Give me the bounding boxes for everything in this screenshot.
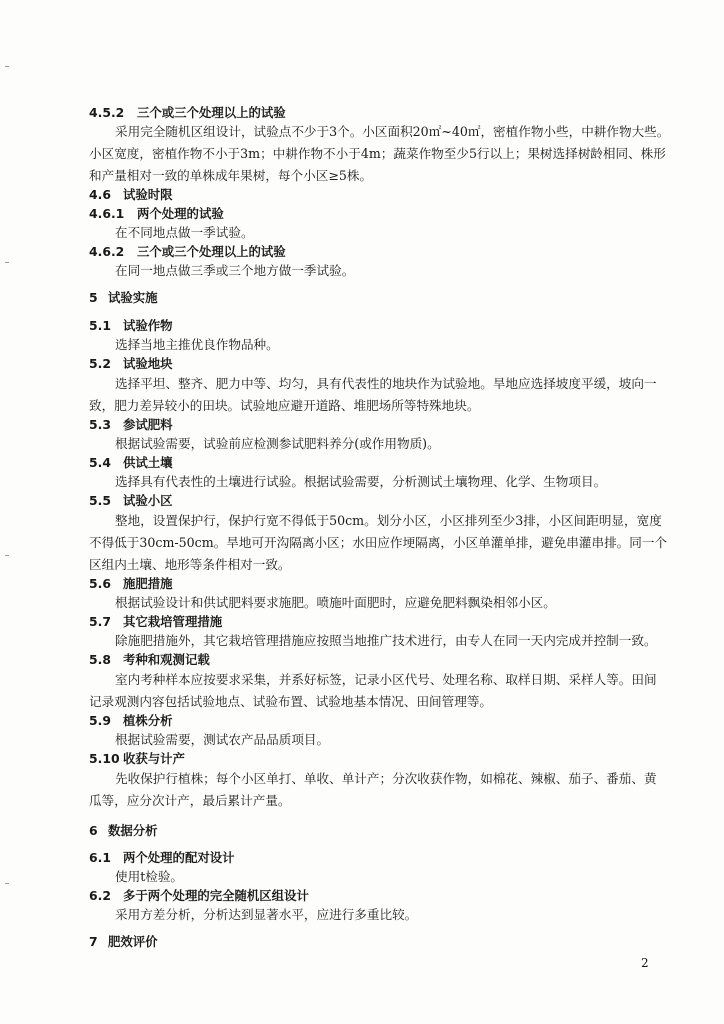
section-heading: 5.2 试验地块 (89, 356, 173, 371)
section-heading: 6.2 多于两个处理的完全随机区组设计 (89, 888, 309, 903)
chapter-heading: 6 数据分析 (89, 823, 158, 838)
paragraph-line: 根据试验设计和供试肥料要求施肥。喷施叶面肥时，应避免肥料飘染相邻小区。 (115, 595, 556, 610)
scan-mark (5, 66, 9, 67)
paragraph-line: 使用t检验。 (115, 869, 184, 884)
paragraph-line: 采用完全随机区组设计，试验点不少于3个。小区面积20㎡~40㎡，密植作物小些，中耕作物大些。 (115, 124, 670, 139)
paragraph-line: 根据试验需要，试验前应检测参试肥料养分(或作用物质)。 (115, 436, 440, 451)
section-heading: 6.1 两个处理的配对设计 (89, 850, 235, 865)
paragraph-line: 除施肥措施外，其它栽培管理措施应按照当地推广技术进行，由专人在同一天内完成并控制一致。 (115, 633, 657, 648)
subsection-heading: 4.6.1 两个处理的试验 (89, 206, 224, 221)
paragraph-line: 和产量相对一致的单株成年果树，每个小区≥5株。 (89, 168, 373, 183)
paragraph-line: 整地，设置保护行，保护行宽不得低于50cm。划分小区，小区排列至少3排，小区间距明显，宽度 (115, 513, 662, 528)
paragraph-line: 在不同地点做一季试验。 (115, 225, 254, 240)
section-heading: 5.4 供试土壤 (89, 455, 173, 470)
section-heading: 5.5 试验小区 (89, 493, 173, 508)
subsection-heading: 4.6.2 三个或三个处理以上的试验 (89, 244, 286, 259)
scan-mark (5, 555, 9, 556)
section-heading: 5.7 其它栽培管理措施 (89, 614, 223, 629)
paragraph-line: 室内考种样本应按要求采集，并系好标签，记录小区代号、处理名称、取样日期、采样人等。田间 (115, 672, 657, 687)
paragraph-line: 瓜等，应分次计产，最后累计产量。 (89, 793, 291, 808)
scan-mark (5, 883, 9, 884)
section-heading: 5.6 施肥措施 (89, 576, 173, 591)
paragraph-line: 先收保护行植株；每个小区单打、单收、单计产；分次收获作物，如棉花、辣椒、茄子、番茄、黄 (115, 771, 657, 786)
paragraph-line: 致，肥力差异较小的田块。试验地应避开道路、堆肥场所等特殊地块。 (89, 398, 480, 413)
chapter-heading: 5 试验实施 (89, 290, 158, 305)
section-heading: 5.3 参试肥料 (89, 417, 173, 432)
chapter-heading: 7 肥效评价 (89, 934, 158, 949)
paragraph-line: 选择平坦、整齐、肥力中等、均匀，具有代表性的地块作为试验地。旱地应选择坡度平缓，坡向一 (115, 376, 657, 391)
page-number: 2 (641, 956, 649, 970)
section-heading: 5.8 考种和观测记载 (89, 652, 210, 667)
section-heading: 5.9 植株分析 (89, 713, 173, 728)
paragraph-line: 采用方差分析，分析达到显著水平，应进行多重比较。 (115, 907, 418, 922)
paragraph-line: 不得低于30cm-50cm。旱地可开沟隔离小区；水田应作埂隔离，小区单灌单排，避免串灌串排。同一个 (89, 535, 668, 550)
paragraph-line: 区组内土壤、地形等条件相对一致。 (89, 557, 291, 572)
paragraph-line: 记录观测内容包括试验地点、试验布置、试验地基本情况、田间管理等。 (89, 694, 492, 709)
paragraph-line: 选择具有代表性的土壤进行试验。根据试验需要，分析测试土壤物理、化学、生物项目。 (115, 474, 607, 489)
scan-mark (5, 262, 9, 263)
section-heading: 5.10 收获与计产 (89, 751, 185, 766)
paragraph-line: 小区宽度，密植作物不小于3m；中耕作物不小于4m；蔬菜作物至少5行以上；果树选择树龄相同、株形 (89, 146, 666, 161)
section-heading: 5.1 试验作物 (89, 318, 173, 333)
paragraph-line: 选择当地主推优良作物品种。 (115, 337, 279, 352)
subsection-heading: 4.5.2 三个或三个处理以上的试验 (89, 105, 286, 120)
paragraph-line: 根据试验需要，测试农产品品质项目。 (115, 732, 330, 747)
paragraph-line: 在同一地点做三季或三个地方做一季试验。 (115, 263, 355, 278)
section-heading: 4.6 试验时限 (89, 187, 173, 202)
